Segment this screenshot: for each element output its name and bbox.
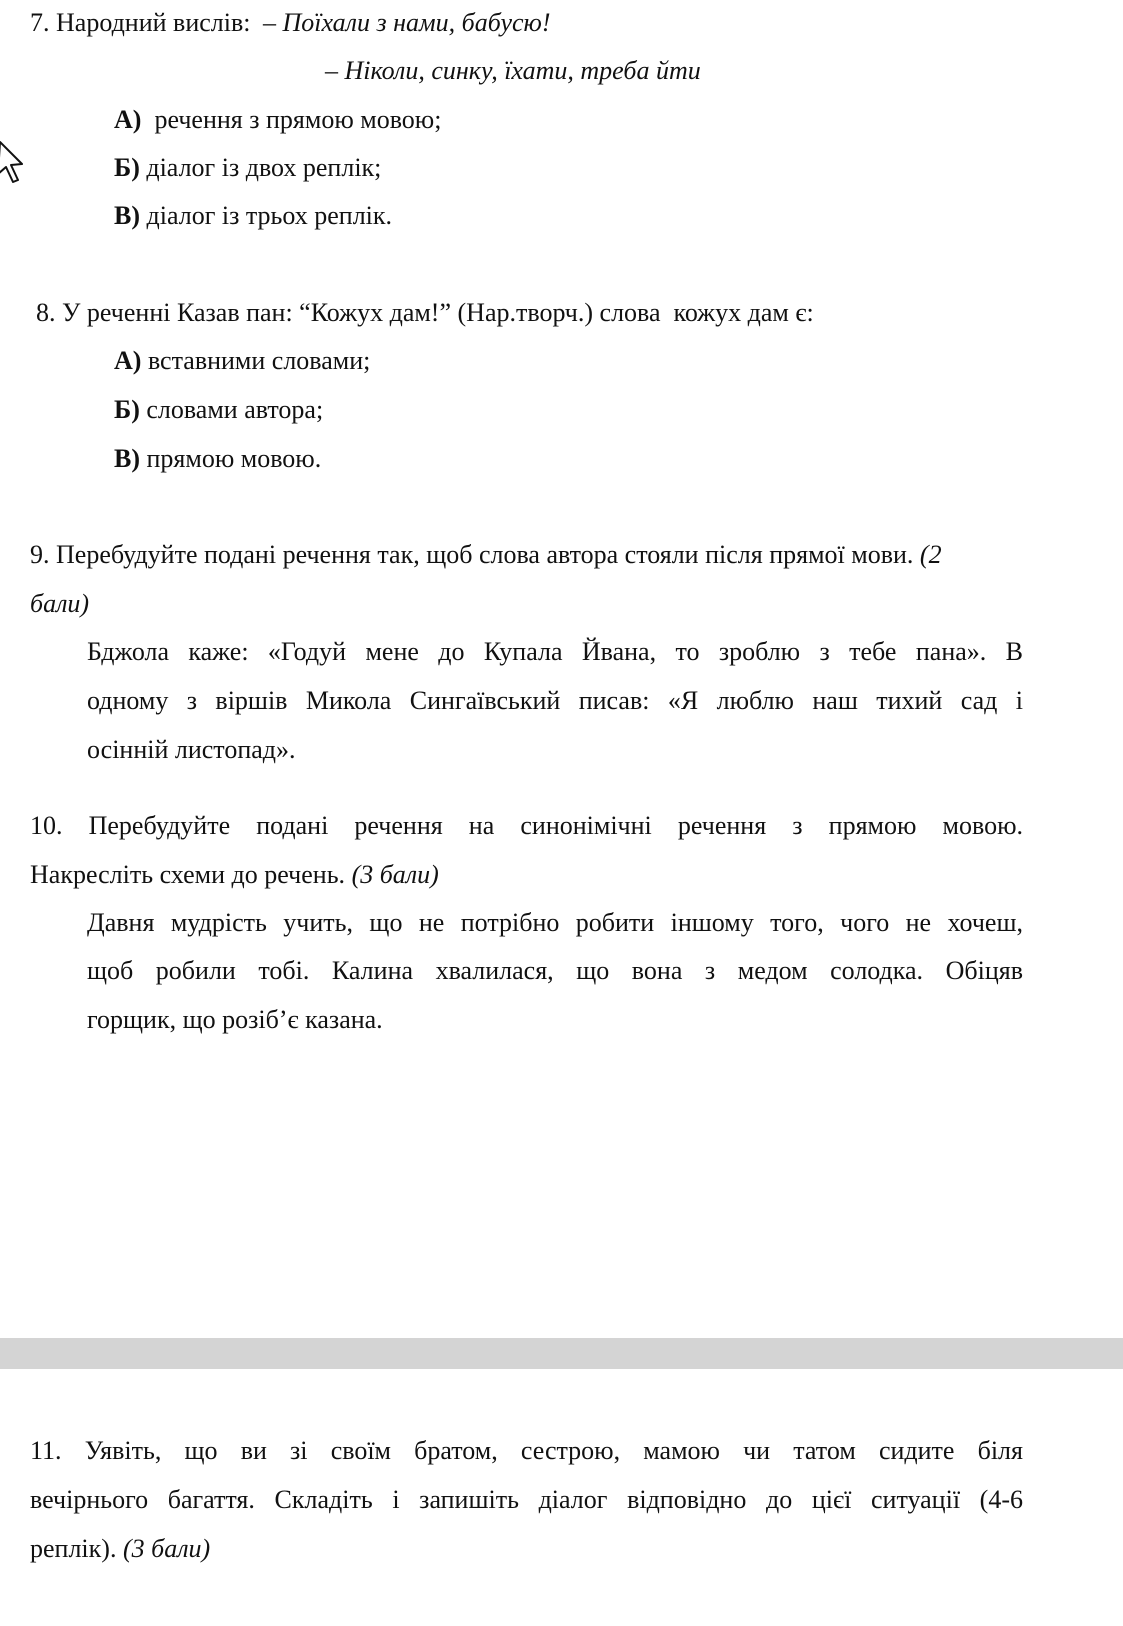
q9-body-line3: осінній листопад».	[87, 735, 296, 764]
q8-option-a	[114, 348, 370, 374]
q7-option-b-letter: Б)	[114, 153, 140, 182]
q7-option-b	[114, 155, 381, 181]
q10-stem-line2	[30, 862, 439, 888]
q7-option-c-text: діалог із трьох реплік.	[146, 201, 393, 230]
q7-stem-text: 7. Народний вислів:	[30, 8, 251, 37]
q8-option-c	[114, 446, 321, 472]
q11-stem-line2: вечірнього багаття. Складіть і запишіть діалог відповідно до цієї ситуації (4-6	[30, 1485, 1023, 1514]
q11-stem-line3-text: реплік).	[30, 1534, 117, 1563]
q7-option-a	[114, 107, 441, 133]
q8-option-b	[114, 397, 323, 423]
q8-option-c-text: прямою мовою.	[146, 444, 322, 473]
q8-option-c-letter: В)	[114, 444, 140, 473]
q7-option-c	[114, 203, 392, 229]
q10-body-line3: горщик, що розіб’є казана.	[87, 1005, 383, 1034]
q7-quote2: – Ніколи, синку, їхати, треба йти	[325, 56, 701, 85]
q10-points: (3 бали)	[351, 860, 439, 889]
q9-body-line1: Бджола каже: «Годуй мене до Купала Йвана, то зроблю з тебе пана». В	[87, 637, 1023, 666]
q7-stem	[30, 10, 551, 36]
q8-option-b-letter: Б)	[114, 395, 140, 424]
page-break-divider	[0, 1338, 1123, 1369]
q7-option-b-text: діалог із двох реплік;	[146, 153, 382, 182]
q9-body-line2: одному з віршів Микола Сингаївський писав: «Я люблю наш тихий сад і	[87, 686, 1023, 715]
q10-body-line1: Давня мудрість учить, що не потрібно робити іншому того, чого не хочеш,	[87, 908, 1023, 937]
q9-stem-line1	[30, 542, 942, 568]
q7-option-a-letter: А)	[114, 105, 142, 134]
q8-option-a-text: вставними словами;	[147, 346, 371, 375]
q7-option-a-text: речення з прямою мовою;	[147, 105, 442, 134]
q8-option-b-text: словами автора;	[146, 395, 324, 424]
q10-body-line2: щоб робили тобі. Калина хвалилася, що вона з медом солодка. Обіцяв	[87, 956, 1023, 985]
q8-option-a-letter: А)	[114, 346, 142, 375]
mouse-cursor-icon	[0, 128, 26, 188]
q8-stem: 8. У реченні Казав пан: “Кожух дам!” (Нар.творч.) слова кожух дам є:	[36, 298, 814, 327]
q10-stem-line1: 10. Перебудуйте подані речення на синонімічні речення з прямою мовою.	[30, 811, 1023, 840]
q9-stem-text: 9. Перебудуйте подані речення так, щоб слова автора стояли після прямої мови.	[30, 540, 914, 569]
q11-stem-line1: 11. Уявіть, що ви зі своїм братом, сестрою, мамою чи татом сидите біля	[30, 1436, 1023, 1465]
q7-option-c-letter: В)	[114, 201, 140, 230]
q11-stem-line3	[30, 1536, 210, 1562]
q10-stem-line2-text: Накресліть схеми до речень.	[30, 860, 346, 889]
q7-quote1: – Поїхали з нами, бабусю!	[262, 8, 551, 37]
q9-points-part1: (2	[919, 540, 942, 569]
q9-points-part2: бали)	[30, 589, 90, 618]
q11-points: (3 бали)	[122, 1534, 211, 1563]
